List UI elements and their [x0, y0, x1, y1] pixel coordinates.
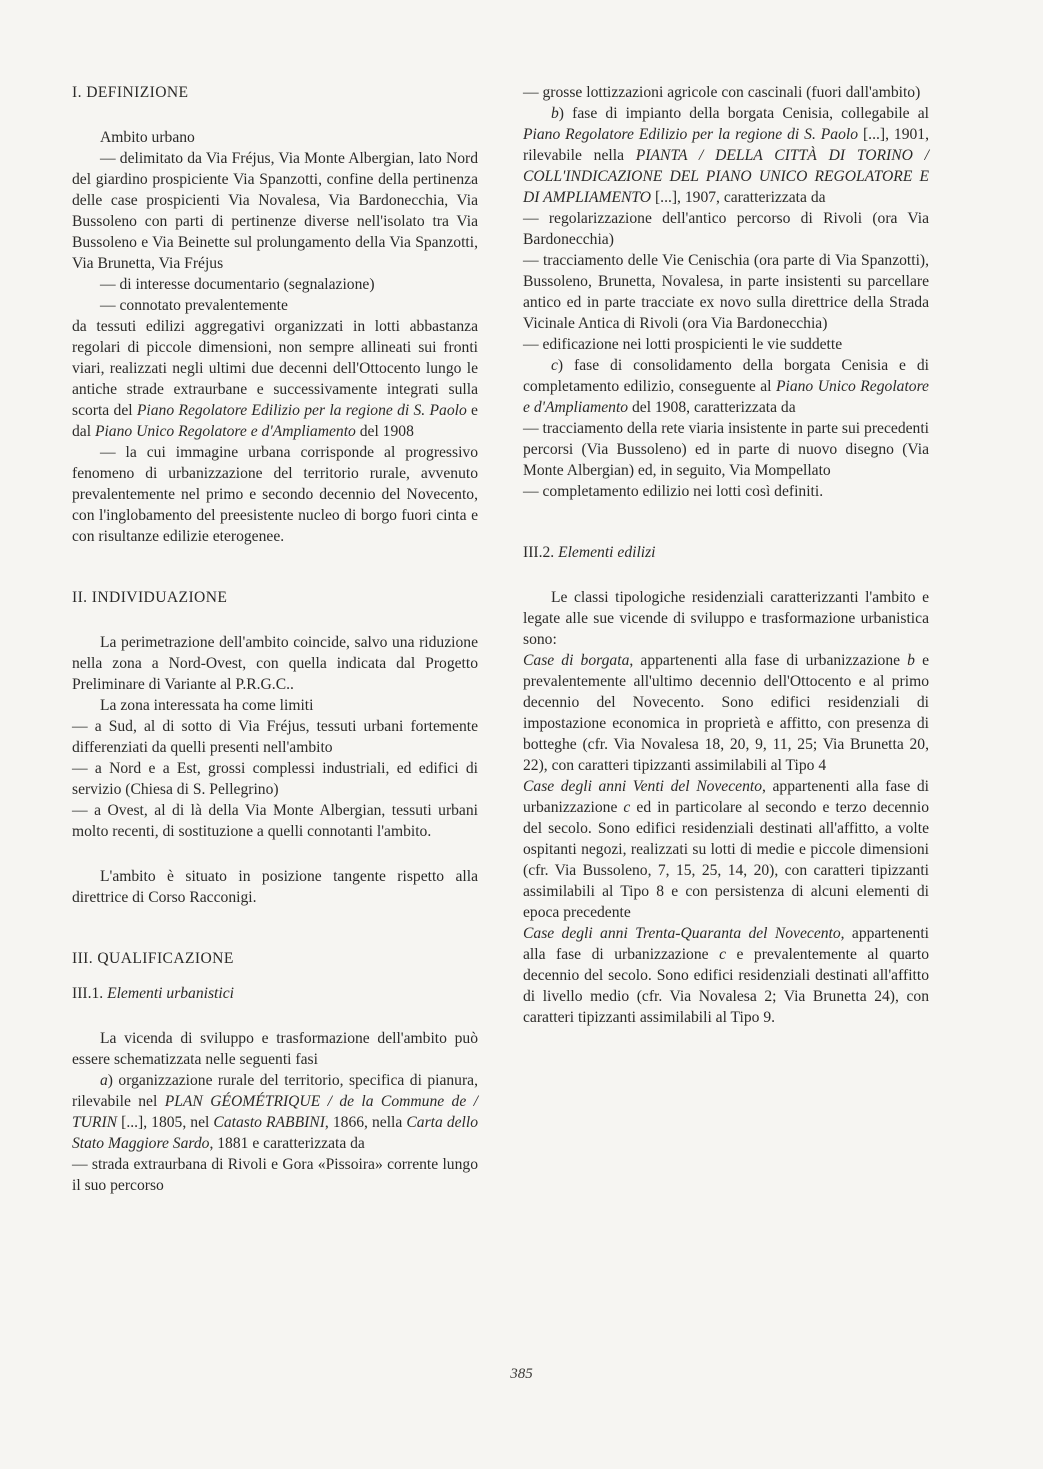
paragraph: Case degli anni Venti del Novecento, appartenenti alla fase di urbanizzazione c ed in particolare al secondo e terzo decennio del secolo. Sono edifici residenziali destinati all'affitto, a volte ospitanti negozi, realizzati su lotti di medie e piccole dimensioni (cfr. Via Bussoleno, 7, 15, 25, 14, 20), con caratteri tipizzanti assimilabili al Tipo 8 e con persistenza di alcuni elementi di epoca precedente [523, 778, 929, 921]
paragraph: — tracciamento della rete viaria insistente in parte sui precedenti percorsi (Via Bussoleno) ed in parte di nuovo disegno (Via Monte Albergian) ed, in seguito, Via Mompellato [523, 420, 929, 479]
paragraph: La perimetrazione dell'ambito coincide, salvo una riduzione nella zona a Nord-Ovest, con quella indicata dal Progetto Preliminare di Variante al P.R.G.C.. [72, 634, 478, 693]
section-heading-individuazione: II. INDIVIDUAZIONE [72, 589, 228, 606]
paragraph: — di interesse documentario (segnalazione) [100, 276, 375, 293]
subsection-heading-elementi-urbanistici: III.1. Elementi urbanistici [72, 985, 234, 1002]
ambito-label: Ambito urbano [100, 129, 195, 146]
paragraph: a) organizzazione rurale del territorio, specifica di pianura, rilevabile nel PLAN GÉOMÉTRIQUE / de la Commune de / TURIN [...], 1805, nel Catasto RABBINI, 1866, nella Carta dello Stato Maggiore Sardo, 1881 e caratterizzata da [72, 1072, 479, 1152]
paragraph: La zona interessata ha come limiti [100, 697, 314, 714]
paragraph: — a Nord e a Est, grossi complessi industriali, ed edifici di servizio (Chiesa di S. Pellegrino) [72, 760, 478, 798]
paragraph: La vicenda di sviluppo e trasformazione dell'ambito può essere schematizzata nelle seguenti fasi [72, 1030, 478, 1068]
paragraph: L'ambito è situato in posizione tangente rispetto alla direttrice di Corso Racconigi. [72, 868, 478, 906]
paragraph: — grosse lottizzazioni agricole con cascinali (fuori dall'ambito) [523, 84, 921, 101]
paragraph: — delimitato da Via Fréjus, Via Monte Albergian, lato Nord del giardino prospiciente Via Spanzotti, confine della pertinenza delle case prospicienti Via Novalesa, Via Bardonecchia, Via Bussoleno con parti di pertinenze diverse nell'isolato tra Via Bussoleno e Via Beinette sul prolungamento della Via Spanzotti, Via Brunetta, Via Fréjus [72, 150, 478, 272]
subsection-heading-elementi-edilizi: III.2. Elementi edilizi [523, 544, 656, 561]
paragraph: Le classi tipologiche residenziali caratterizzanti l'ambito e legate alle sue vicende di sviluppo e trasformazione urbanistica sono: [523, 589, 929, 648]
paragraph: b) fase di impianto della borgata Cenisia, collegabile al Piano Regolatore Edilizio per la regione di S. Paolo [...], 1901, rilevabile nella PIANTA / DELLA CITTÀ DI TORINO / COLL'INDICAZIONE DEL PIANO UNICO REGOLATORE E DI AMPLIAMENTO [...], 1907, caratterizzata da [523, 105, 929, 206]
section-heading-definizione: I. DEFINIZIONE [72, 84, 189, 101]
section-heading-qualificazione: III. QUALIFICAZIONE [72, 950, 234, 967]
paragraph: — regolarizzazione dell'antico percorso di Rivoli (ora Via Bardonecchia) [523, 210, 929, 248]
paragraph: — a Ovest, al di là della Via Monte Albergian, tessuti urbani molto recenti, di sostituzione a quelli connotanti l'ambito. [72, 802, 478, 840]
paragraph: — completamento edilizio nei lotti così definiti. [523, 483, 824, 500]
paragraph: — tracciamento delle Vie Cenischia (ora parte di Via Spanzotti), Bussoleno, Brunetta, Novalesa, in parte insistenti su parcellare antico ed in parte tracciate ex novo sulla direttrice della Strada Vicinale Antica di Rivoli (ora Via Bardonecchia) [523, 252, 929, 332]
paragraph: Case di borgata, appartenenti alla fase di urbanizzazione b e prevalentemente all'ultimo decennio dell'Ottocento e al primo decennio del Novecento. Sono edifici residenziali di impostazione economica in proprietà e affitto, con presenza di botteghe (cfr. Via Novalesa 18, 20, 9, 11, 25; Via Brunetta 20, 22), con caratteri tipizzanti assimilabili al Tipo 4 [523, 652, 930, 774]
paragraph: da tessuti edilizi aggregativi organizzati in lotti abbastanza regolari di piccole dimensioni, non sempre allineati sui fronti viari, realizzati negli ultimi due decenni dell'Ottocento lungo le antiche strade extraurbane e successivamente integrati sulla scorta del Piano Regolatore Edilizio per la regione di S. Paolo e dal Piano Unico Regolatore e d'Ampliamento del 1908 [72, 318, 478, 440]
paragraph: — a Sud, al di sotto di Via Fréjus, tessuti urbani fortemente differenziati da quelli presenti nell'ambito [72, 718, 478, 756]
paragraph: Case degli anni Trenta-Quaranta del Novecento, appartenenti alla fase di urbanizzazione c e prevalentemente al quarto decennio del secolo. Sono edifici residenziali destinati all'affitto di livello medio (cfr. Via Novalesa 2; Via Brunetta 24), con caratteri tipizzanti assimilabili al Tipo 9. [523, 925, 929, 1026]
right-column [523, 82, 929, 1028]
paragraph: — la cui immagine urbana corrisponde al progressivo fenomeno di urbanizzazione del territorio rurale, avvenuto prevalentemente nel primo e secondo decennio del Novecento, con l'inglobamento del preesistente nucleo di borgo fuori cinta e con risultanze edilizie eterogenee. [72, 444, 478, 545]
paragraph: — strada extraurbana di Rivoli e Gora «Pissoira» corrente lungo il suo percorso [72, 1156, 478, 1194]
left-column [72, 82, 478, 1196]
paragraph: — connotato prevalentemente [100, 297, 288, 314]
page-number: 385 [510, 1366, 533, 1382]
paragraph: c) fase di consolidamento della borgata Cenisia e di completamento edilizio, conseguente al Piano Unico Regolatore e d'Ampliamento del 1908, caratterizzata da [523, 357, 929, 416]
paragraph: — edificazione nei lotti prospicienti le vie suddette [523, 336, 843, 353]
